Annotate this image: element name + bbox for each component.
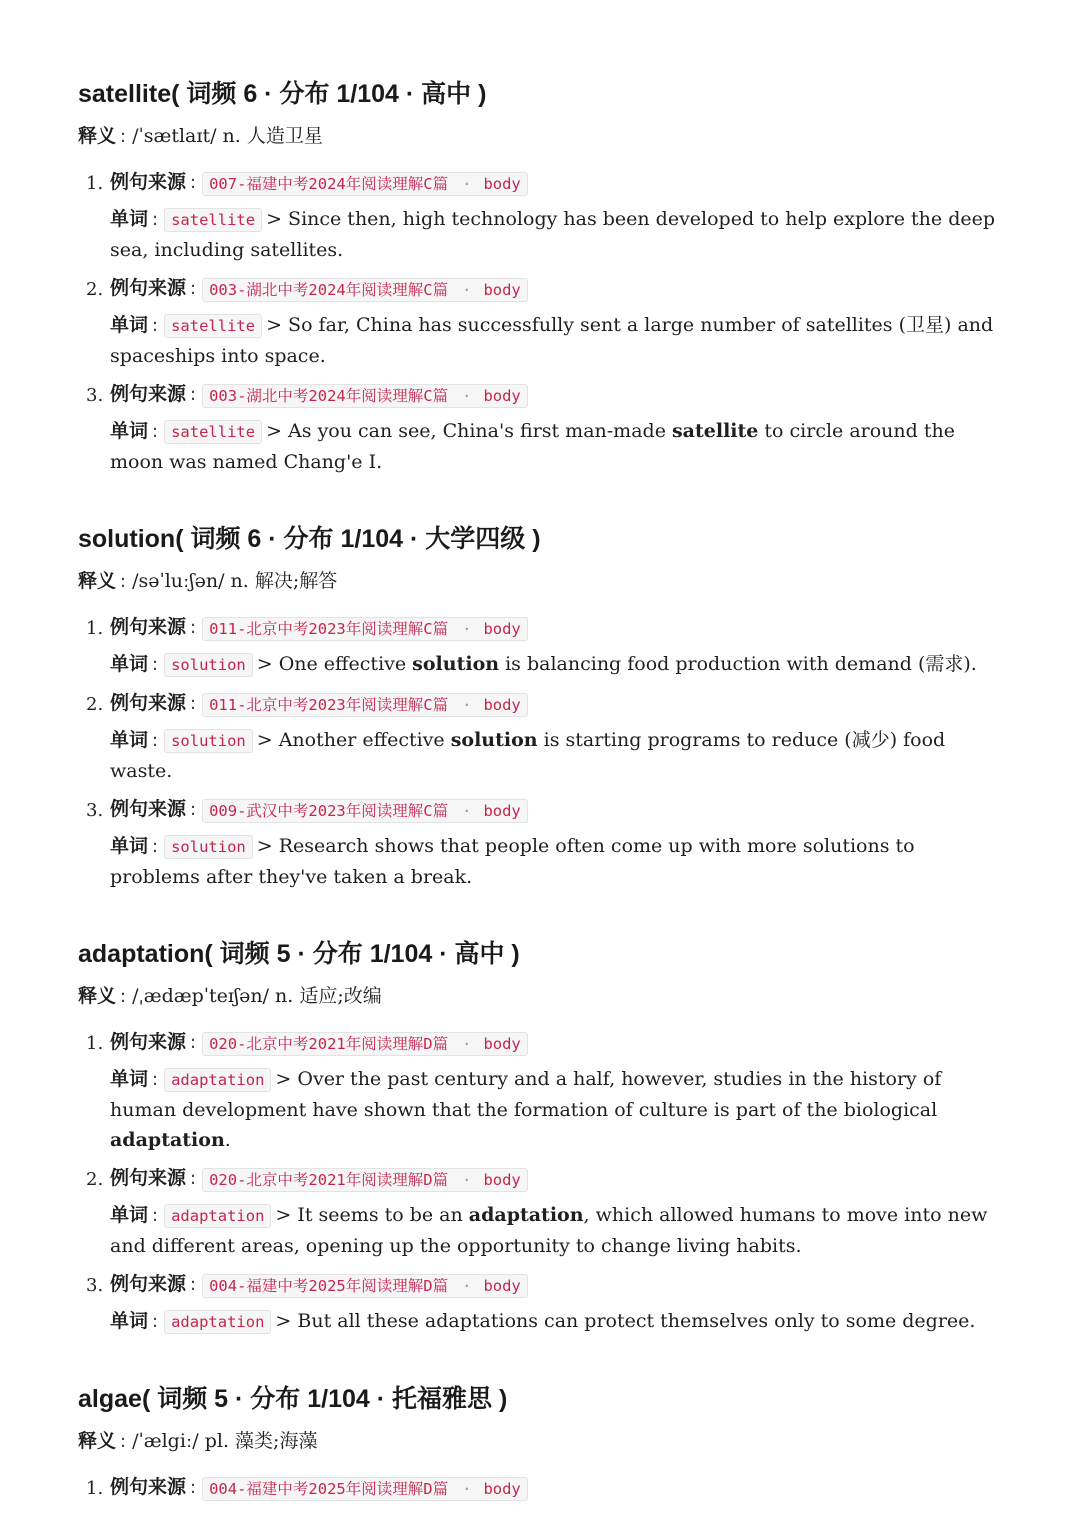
example-number: 1.	[86, 1033, 104, 1054]
source-section: body	[483, 695, 521, 714]
sentence-text: > As you can see, China's first man-made	[266, 420, 672, 442]
source-label: 例句来源	[110, 277, 187, 299]
source-name: 011-北京中考2023年阅读理解C篇	[209, 695, 449, 714]
sentence-text: > Over the past century and a half, however, studies in the history of human development have shown that the formation of culture is part of the biological	[110, 1068, 942, 1121]
source-separator: ·	[462, 1034, 472, 1053]
source-tag	[202, 1032, 528, 1056]
highlighted-word: solution	[412, 653, 500, 675]
sentence-text: > It seems to be an	[275, 1204, 469, 1226]
source-colon: :	[190, 1274, 197, 1295]
source-colon: :	[190, 1032, 197, 1053]
source-label: 例句来源	[110, 171, 187, 193]
word-label: 单词	[110, 1068, 149, 1090]
source-separator: ·	[462, 174, 472, 193]
word-tag: solution	[164, 729, 253, 753]
example-number: 3.	[86, 800, 104, 821]
word-colon: :	[152, 654, 159, 675]
source-colon: :	[190, 693, 197, 714]
example-number: 2.	[86, 279, 104, 300]
word-colon: :	[152, 730, 159, 751]
source-tag	[202, 1477, 528, 1501]
definition-text: /səˈluːʃən/ n. 解决;解答	[132, 570, 338, 592]
source-section: body	[483, 1479, 521, 1498]
source-separator: ·	[462, 619, 472, 638]
source-line	[110, 688, 1010, 719]
example-item	[78, 1472, 1010, 1503]
example-item	[78, 1269, 1010, 1337]
definition-text: /ˈælgiː/ pl. 藻类;海藻	[132, 1430, 318, 1452]
highlighted-word: adaptation	[468, 1204, 584, 1226]
source-line	[110, 612, 1010, 643]
source-line	[110, 1472, 1010, 1503]
word-meta: ( 词频 6 · 分布 1/104 · 大学四级 )	[175, 525, 541, 553]
word-title: solution	[78, 525, 176, 553]
example-item	[78, 273, 1010, 371]
definition-colon: :	[120, 986, 127, 1007]
sentence-text: > But all these adaptations can protect themselves only to some degree.	[275, 1310, 976, 1332]
word-meta: ( 词频 5 · 分布 1/104 · 托福雅思 )	[141, 1385, 508, 1413]
definition-label: 释义	[78, 1430, 117, 1452]
source-line	[110, 167, 1010, 198]
source-tag	[202, 799, 528, 823]
word-colon: :	[152, 1205, 159, 1226]
example-number: 1.	[86, 618, 104, 639]
word-meta: ( 词频 5 · 分布 1/104 · 高中 )	[204, 940, 520, 968]
sentence-text: > Since then, high technology has been developed to help explore the deep sea, including satellites.	[110, 208, 996, 261]
source-tag	[202, 693, 528, 717]
word-colon: :	[152, 209, 159, 230]
source-line	[110, 1163, 1010, 1194]
word-title: algae	[78, 1385, 142, 1413]
source-line	[110, 1269, 1010, 1300]
source-name: 003-湖北中考2024年阅读理解C篇	[209, 280, 449, 299]
source-line	[110, 273, 1010, 304]
word-line	[110, 416, 1010, 477]
word-heading	[78, 1381, 1010, 1417]
source-separator: ·	[462, 695, 472, 714]
word-line	[110, 831, 1010, 892]
highlighted-word: solution	[450, 729, 538, 751]
example-number: 1.	[86, 1478, 104, 1499]
example-list	[78, 1472, 1010, 1503]
word-colon: :	[152, 315, 159, 336]
definition-colon: :	[120, 1431, 127, 1452]
word-heading	[78, 521, 1010, 557]
source-tag	[202, 617, 528, 641]
source-section: body	[483, 1276, 521, 1295]
source-section: body	[483, 619, 521, 638]
example-item	[78, 688, 1010, 786]
definition-colon: :	[120, 571, 127, 592]
word-heading	[78, 76, 1010, 112]
word-title: adaptation	[78, 940, 205, 968]
source-separator: ·	[462, 280, 472, 299]
source-section: body	[483, 1170, 521, 1189]
sentence-text: > One effective	[256, 653, 413, 675]
definition-label: 释义	[78, 125, 117, 147]
word-line	[110, 1200, 1010, 1261]
example-list	[78, 167, 1010, 477]
word-line	[110, 310, 1010, 371]
word-tag: satellite	[164, 314, 262, 338]
source-colon: :	[190, 172, 197, 193]
word-label: 单词	[110, 729, 149, 751]
source-colon: :	[190, 384, 197, 405]
example-item	[78, 167, 1010, 265]
word-entry	[78, 521, 1010, 892]
word-entry	[78, 76, 1010, 477]
source-line	[110, 1027, 1010, 1058]
word-tag: adaptation	[164, 1204, 271, 1228]
sentence-text: is balancing food production with demand (需求).	[499, 653, 977, 675]
definition-line	[78, 1427, 1010, 1456]
word-tag: solution	[164, 653, 253, 677]
word-colon: :	[152, 1069, 159, 1090]
source-tag	[202, 1274, 528, 1298]
example-list	[78, 612, 1010, 892]
source-tag	[202, 172, 528, 196]
source-separator: ·	[462, 801, 472, 820]
highlighted-word: satellite	[671, 420, 759, 442]
source-name: 004-福建中考2025年阅读理解D篇	[209, 1479, 449, 1498]
source-tag	[202, 1168, 528, 1192]
sentence-text: , which allowed humans to move into new and different areas, opening up the opportunity to change living habits.	[110, 1204, 988, 1257]
source-label: 例句来源	[110, 692, 187, 714]
word-entry-list	[78, 76, 1010, 1503]
word-tag: satellite	[164, 420, 262, 444]
sentence-text: > So far, China has successfully sent a large number of satellites (卫星) and spaceships into space.	[110, 314, 994, 367]
source-name: 007-福建中考2024年阅读理解C篇	[209, 174, 449, 193]
word-label: 单词	[110, 314, 149, 336]
word-line	[110, 1064, 1010, 1155]
word-line	[110, 204, 1010, 265]
source-label: 例句来源	[110, 383, 187, 405]
highlighted-word: adaptation	[110, 1129, 225, 1151]
word-colon: :	[152, 421, 159, 442]
word-tag: satellite	[164, 208, 262, 232]
example-item	[78, 379, 1010, 477]
example-number: 3.	[86, 1275, 104, 1296]
word-heading	[78, 936, 1010, 972]
example-item	[78, 794, 1010, 892]
source-line	[110, 379, 1010, 410]
source-tag	[202, 278, 528, 302]
definition-text: /ˈsætlaɪt/ n. 人造卫星	[132, 125, 323, 147]
example-number: 1.	[86, 173, 104, 194]
source-name: 009-武汉中考2023年阅读理解C篇	[209, 801, 449, 820]
definition-label: 释义	[78, 570, 117, 592]
definition-line	[78, 122, 1010, 151]
word-line	[110, 725, 1010, 786]
word-colon: :	[152, 1311, 159, 1332]
source-colon: :	[190, 1168, 197, 1189]
word-label: 单词	[110, 1204, 149, 1226]
source-separator: ·	[462, 1276, 472, 1295]
source-colon: :	[190, 1477, 197, 1498]
sentence-text: .	[224, 1129, 231, 1151]
example-item	[78, 612, 1010, 680]
source-tag	[202, 384, 528, 408]
source-line	[110, 794, 1010, 825]
word-title: satellite	[78, 80, 172, 108]
source-colon: :	[190, 278, 197, 299]
word-colon: :	[152, 836, 159, 857]
definition-label: 释义	[78, 985, 117, 1007]
definition-text: /ˌædæpˈteɪʃən/ n. 适应;改编	[132, 985, 382, 1007]
source-separator: ·	[462, 386, 472, 405]
source-label: 例句来源	[110, 798, 187, 820]
example-sentence	[257, 653, 977, 675]
source-name: 004-福建中考2025年阅读理解D篇	[209, 1276, 449, 1295]
source-section: body	[483, 174, 521, 193]
source-name: 020-北京中考2021年阅读理解D篇	[209, 1034, 449, 1053]
source-label: 例句来源	[110, 1273, 187, 1295]
source-label: 例句来源	[110, 1167, 187, 1189]
source-section: body	[483, 1034, 521, 1053]
word-label: 单词	[110, 835, 149, 857]
source-section: body	[483, 280, 521, 299]
example-number: 3.	[86, 385, 104, 406]
sentence-text: is starting programs to reduce (减少) food waste.	[110, 729, 946, 782]
word-tag: adaptation	[164, 1310, 271, 1334]
word-tag: solution	[164, 835, 253, 859]
example-list	[78, 1027, 1010, 1337]
definition-line	[78, 982, 1010, 1011]
word-line	[110, 649, 1010, 680]
example-sentence	[275, 1310, 975, 1332]
word-tag: adaptation	[164, 1068, 271, 1092]
source-separator: ·	[462, 1479, 472, 1498]
sentence-text: to circle around the moon was named Chang'e I.	[110, 420, 955, 473]
source-label: 例句来源	[110, 616, 187, 638]
example-number: 2.	[86, 694, 104, 715]
word-label: 单词	[110, 420, 149, 442]
source-colon: :	[190, 617, 197, 638]
word-entry	[78, 936, 1010, 1337]
example-number: 2.	[86, 1169, 104, 1190]
source-section: body	[483, 801, 521, 820]
word-label: 单词	[110, 653, 149, 675]
word-meta: ( 词频 6 · 分布 1/104 · 高中 )	[171, 80, 487, 108]
example-item	[78, 1163, 1010, 1261]
word-entry	[78, 1381, 1010, 1503]
word-label: 单词	[110, 1310, 149, 1332]
source-name: 003-湖北中考2024年阅读理解C篇	[209, 386, 449, 405]
example-item	[78, 1027, 1010, 1155]
source-section: body	[483, 386, 521, 405]
sentence-text: > Research shows that people often come up with more solutions to problems after they've taken a break.	[110, 835, 915, 888]
source-name: 020-北京中考2021年阅读理解D篇	[209, 1170, 449, 1189]
sentence-text: > Another effective	[256, 729, 451, 751]
definition-colon: :	[120, 126, 127, 147]
source-colon: :	[190, 799, 197, 820]
source-label: 例句来源	[110, 1476, 187, 1498]
source-label: 例句来源	[110, 1031, 187, 1053]
word-line	[110, 1306, 1010, 1337]
definition-line	[78, 567, 1010, 596]
source-name: 011-北京中考2023年阅读理解C篇	[209, 619, 449, 638]
source-separator: ·	[462, 1170, 472, 1189]
word-label: 单词	[110, 208, 149, 230]
